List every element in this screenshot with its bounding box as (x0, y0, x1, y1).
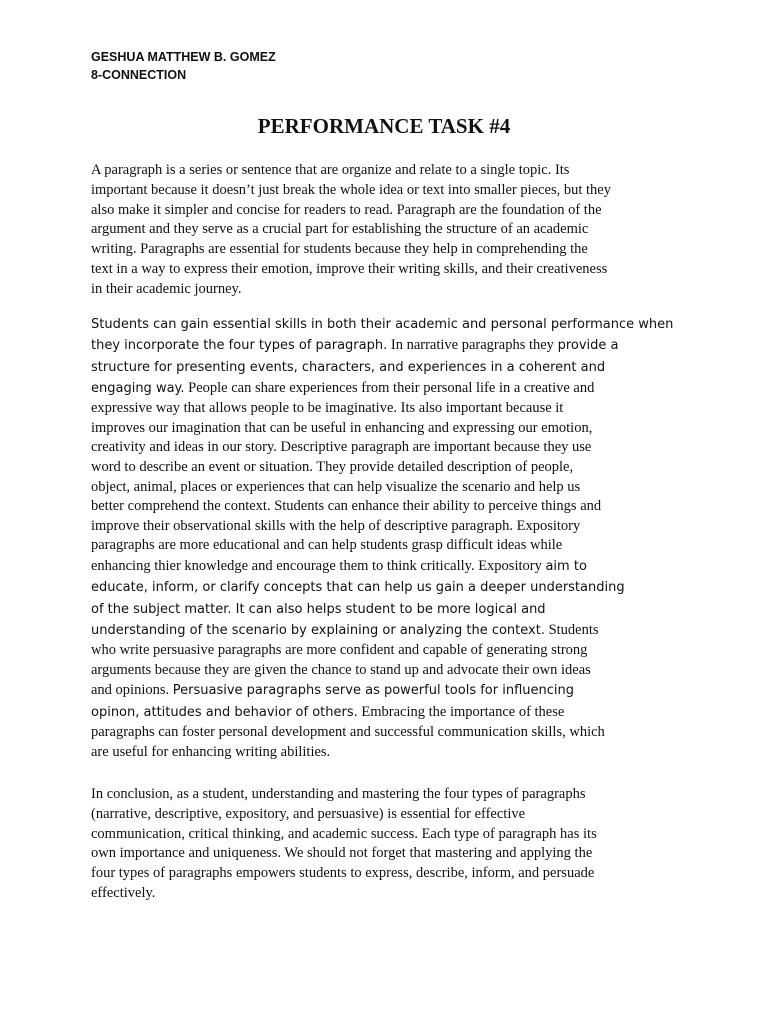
text-line (91, 555, 673, 576)
text-run: provide a (557, 338, 619, 354)
text-run: opinon, attitudes and behavior of others. (91, 704, 358, 720)
text-line (91, 576, 673, 597)
text-line (91, 863, 597, 883)
text-run: who write persuasive paragraphs are more confident and capable of generating strong (91, 642, 588, 659)
paragraph-introduction (91, 160, 611, 299)
text-run: communication, critical thinking, and academic success. Each type of paragraph has its (91, 825, 597, 842)
text-line (91, 377, 673, 398)
text-run: expressive way that allows people to be imaginative. Its also important because it (91, 400, 564, 417)
text-run: in their academic journey. (91, 280, 242, 297)
text-run: are useful for enhancing writing abilities. (91, 743, 331, 760)
text-run: In narrative paragraphs they (387, 337, 558, 354)
text-line (91, 535, 673, 555)
document-header (91, 48, 276, 84)
text-line (91, 843, 597, 863)
text-run: own importance and uniqueness. We should not forget that mastering and applying the (91, 845, 593, 862)
text-run: Students can gain essential skills in both their academic and personal performance when (91, 317, 674, 332)
text-run: and opinions. (91, 682, 173, 699)
text-run: engaging way. (91, 380, 185, 396)
text-run: People can share experiences from their personal life in a creative and (184, 379, 595, 396)
text-run: of the subject matter. It can also helps student to be more logical and (91, 601, 546, 617)
text-run: arguments because they are given the chance to stand up and advocate their own ideas (91, 661, 591, 678)
text-line (91, 398, 673, 418)
text-run: important because it doesn’t just break the whole idea or text into smaller pieces, but they (91, 181, 611, 198)
document-title: PERFORMANCE TASK #4 (257, 114, 511, 138)
text-line (91, 496, 673, 516)
text-line (91, 239, 611, 259)
text-run: enhancing thier knowledge and encourage them to think critically. Expository (91, 557, 546, 574)
text-run: (narrative, descriptive, expository, and persuasive) is essential for effective (91, 805, 526, 822)
text-run: structure for presenting events, characters, and experiences in a coherent and (91, 359, 606, 375)
text-run: creativity and ideas in our story. Descriptive paragraph are important because they use (91, 439, 592, 456)
text-run: also make it simpler and concise for readers to read. Paragraph are the foundation of the (91, 201, 602, 218)
text-line (91, 742, 673, 762)
text-run: they incorporate the four types of paragraph. (91, 338, 388, 354)
text-line (91, 219, 611, 239)
text-line (91, 437, 673, 457)
text-line (91, 784, 597, 804)
text-run: text in a way to express their emotion, improve their writing skills, and their creativeness (91, 260, 608, 277)
text-line (91, 334, 673, 355)
text-run: understanding of the scenario by explaining or analyzing the context. (91, 622, 545, 638)
class-section: 8-CONNECTION (91, 68, 187, 82)
text-line (91, 598, 673, 619)
text-line (91, 679, 673, 700)
text-run: four types of paragraphs empowers students to express, describe, inform, and persuade (91, 865, 595, 882)
text-run: effectively. (91, 884, 156, 901)
text-run: object, animal, places or experiences that can help visualize the scenario and help us (91, 478, 581, 495)
text-run: writing. Paragraphs are essential for students because they help in comprehending the (91, 241, 588, 258)
text-run: educate, inform, or clarify concepts that can help us gain a deeper understanding (91, 580, 625, 596)
text-run: argument and they serve as a crucial part for establishing the structure of an academic (91, 221, 589, 238)
text-line (91, 180, 611, 200)
text-line (91, 883, 597, 903)
paragraph-conclusion (91, 784, 597, 903)
text-run: paragraphs can foster personal development and successful communication skills, which (91, 723, 605, 740)
text-line (91, 516, 673, 536)
text-line (91, 660, 673, 680)
text-run: aim to (545, 558, 587, 574)
author-name: GESHUA MATTHEW B. GOMEZ (91, 50, 276, 64)
text-line (91, 640, 673, 660)
text-line (91, 418, 673, 438)
text-line (91, 313, 673, 334)
text-line (91, 619, 673, 640)
text-line (91, 824, 597, 844)
text-line (91, 804, 597, 824)
text-line (91, 722, 673, 742)
text-line (91, 160, 611, 180)
text-run: Students (544, 621, 599, 638)
text-run: Embracing the importance of these (357, 703, 565, 720)
text-line (91, 259, 611, 279)
text-run: better comprehend the context. Students can enhance their ability to perceive things and (91, 498, 602, 515)
text-line (91, 356, 673, 377)
text-run: A paragraph is a series or sentence that are organize and relate to a single topic. Its (91, 162, 570, 178)
text-line (91, 200, 611, 220)
text-line (91, 701, 673, 722)
text-run: improve their observational skills with the help of descriptive paragraph. Expository (91, 517, 581, 534)
text-line (91, 477, 673, 497)
text-line (91, 457, 673, 477)
text-run: In conclusion, as a student, understanding and mastering the four types of paragraphs (91, 786, 586, 802)
text-run: Persuasive paragraphs serve as powerful tools for influencing (172, 683, 575, 699)
text-run: word to describe an event or situation. They provide detailed description of people, (91, 458, 574, 475)
text-run: improves our imagination that can be useful in enhancing and expressing our emotion, (91, 419, 593, 436)
text-line (91, 279, 611, 299)
paragraph-body (91, 313, 673, 761)
text-run: paragraphs are more educational and can help students grasp difficult ideas while (91, 537, 563, 554)
